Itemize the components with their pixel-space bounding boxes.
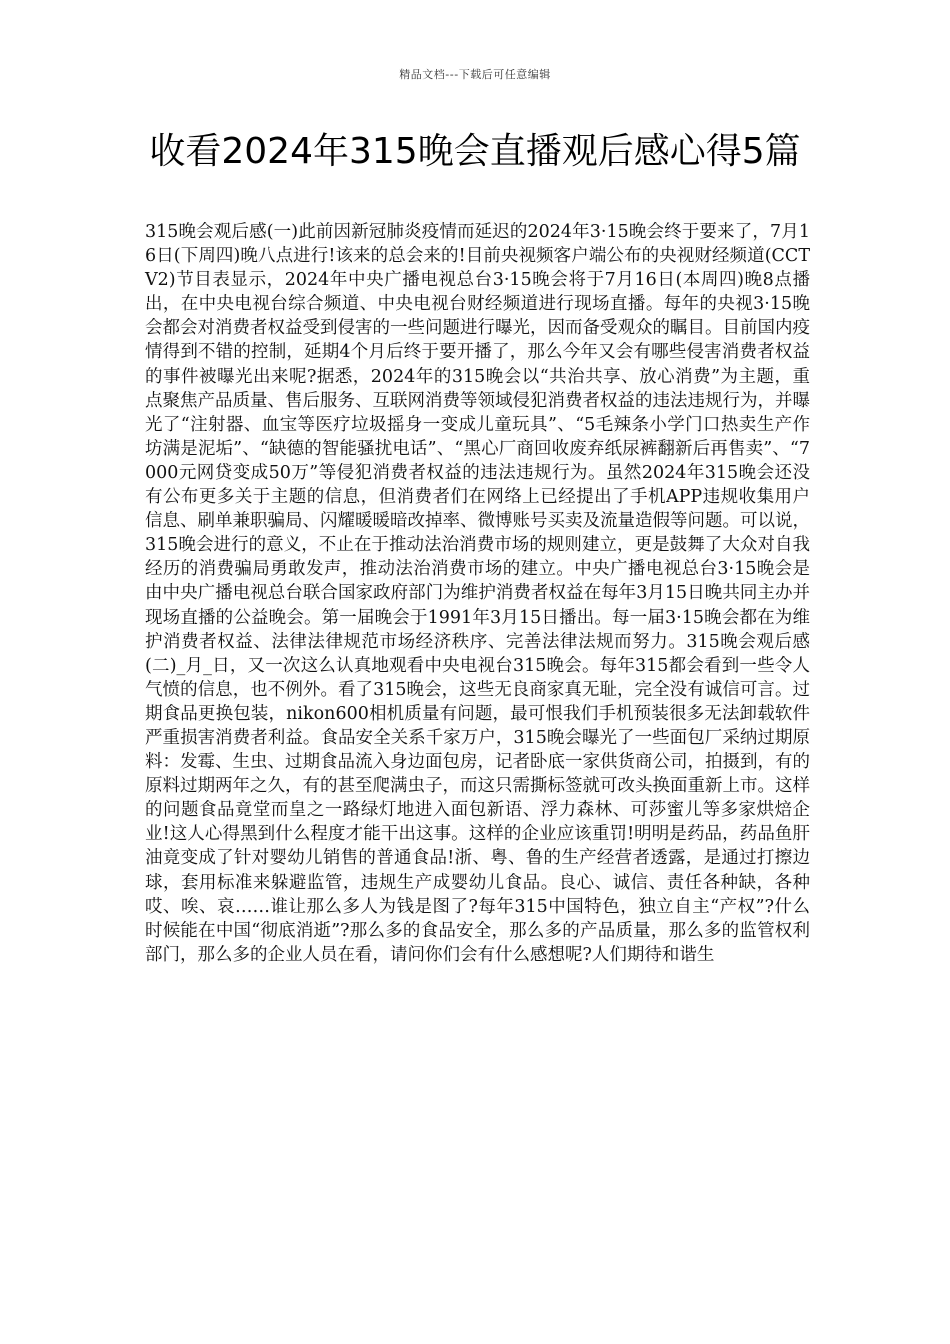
document-title: 收看2024年315晚会直播观后感心得5篇	[149, 131, 801, 172]
body-paragraph: 315晚会观后感(一)此前因新冠肺炎疫情而延迟的2024年3·15晚会终于要来了，7月16日(下周四)晚八点进行!该来的总会来的!目前央视频客户端公布的央视财经频道(CCTV2)节目表显示，2024年中央广播电视总台3·15晚会将于7月16日(本周四)晚8点播出，在中央电视台综合频道、中央电视台财经频道进行现场直播。每年的央视3·15晚会都会对消费者权益受到侵害的一些问题进行曝光，因而备受观众的瞩目。目前国内疫情得到不错的控制，延期4个月后终于要开播了，那么今年又会有哪些侵害消费者权益的事件被曝光出来呢?据悉，2024年的315晚会以“共治共享、放心消费”为主题，重点聚焦产品质量、售后服务、互联网消费等领域侵犯消费者权益的违法违规行为，并曝光了“注射器、血宝等医疗垃圾摇身一变成儿童玩具”、“5毛辣条小学门口热卖生产作坊满是泥垢”、“缺德的智能骚扰电话”、“黑心厂商回收废弃纸尿裤翻新后再售卖”、“7000元网贷变成50万”等侵犯消费者权益的违法违规行为。虽然2024年315晚会还没有公布更多关于主题的信息，但消费者们在网络上已经提出了手机APP违规收集用户信息、刷单兼职骗局、闪耀暖暖暗改掉率、微博账号买卖及流量造假等问题。可以说，315晚会进行的意义，不止在于推动法治消费市场的规则建立，更是鼓舞了大众对自我经历的消费骗局勇敢发声，推动法治消费市场的建立。中央广播电视总台3·15晚会是由中央广播电视总台联合国家政府部门为维护消费者权益在每年3月15日晚共同主办并现场直播的公益晚会。第一届晚会于1991年3月15日播出。每一届3·15晚会都在为维护消费者权益、法律法律规范市场经济秩序、完善法律法规而努力。315晚会观后感(二)_月_日，又一次这么认真地观看中央电视台315晚会。每年315都会看到一些令人气愤的信息，也不例外。看了315晚会，这些无良商家真无耻，完全没有诚信可言。过期食品更换包装，nikon600相机质量有问题，最可恨我们手机预装很多无法卸载软件严重损害消费者利益。食品安全关系千家万户，315晚会曝光了一些面包厂采纳过期原料：发霉、生虫、过期食品流入身边面包房，记者卧底一家供货商公司，拍摄到，有的原料过期两年之久，有的甚至爬满虫子，而这只需撕标签就可改头换面重新上市。这样的问题食品竟堂而皇之一路绿灯地进入面包新语、浮力森林、可莎蜜儿等多家烘焙企业!这人心得黑到什么程度才能干出这事。这样的企业应该重罚!明明是药品，药品鱼肝油竟变成了针对婴幼儿销售的普通食品!浙、粤、鲁的生产经营者透露，是通过打擦边球，套用标准来躲避监管，违规生产成婴幼儿食品。良心、诚信、责任各种缺，各种哎、唉、哀……谁让那么多人为钱是图了?每年315中国特色，独立自主“产权”?什么时候能在中国“彻底消逝”?那么多的食品安全，那么多的产品质量，那么多的监管权利部门，那么多的企业人员在看，请问你们会有什么感想呢?人们期待和谐生	[145, 222, 810, 965]
page-header-note: 精品文档---下载后可任意编辑	[399, 68, 551, 81]
